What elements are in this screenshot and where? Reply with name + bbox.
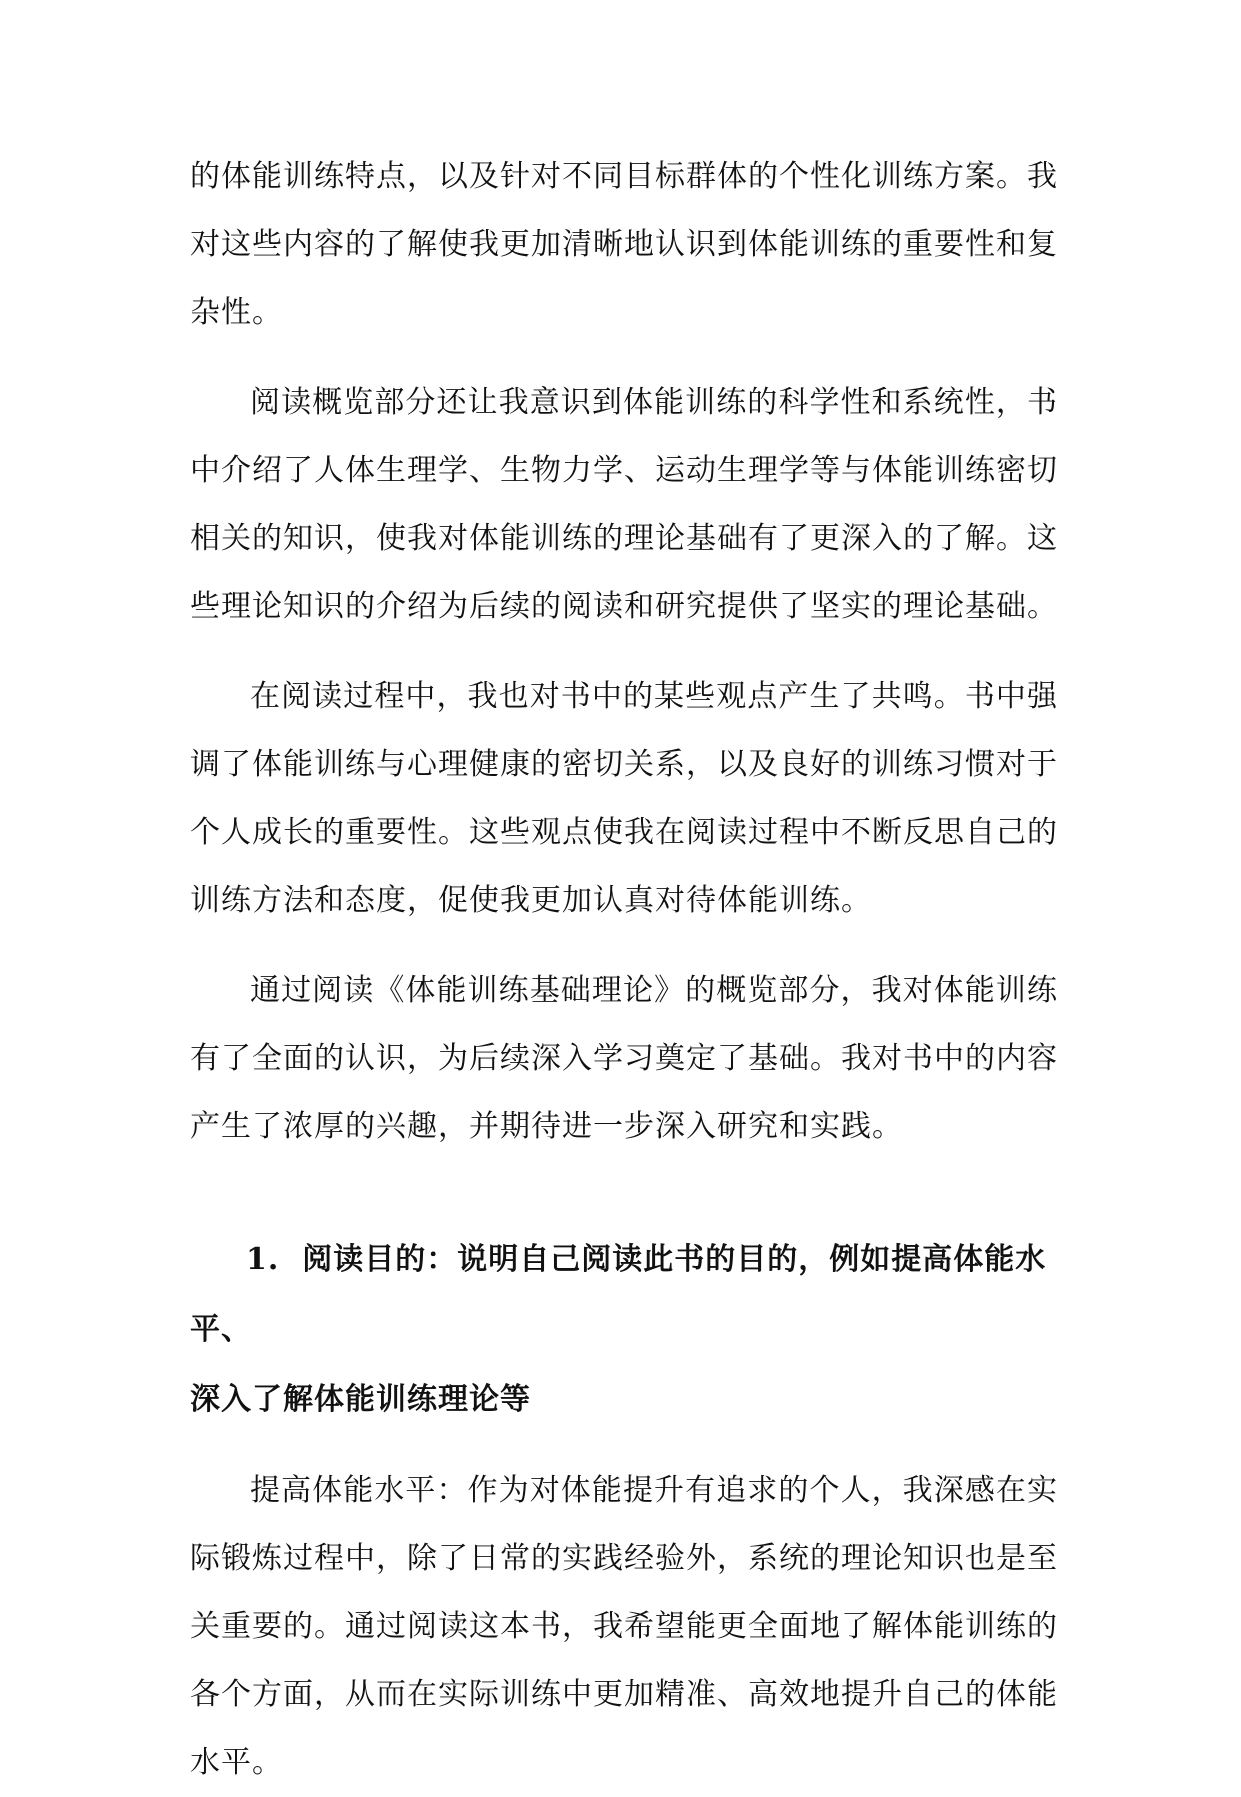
paragraph-continued: 的体能训练特点，以及针对不同目标群体的个性化训练方案。我对这些内容的了解使我更加清晰地认识到体能训练的重要性和复杂性。	[190, 159, 1058, 330]
document-body	[190, 143, 1058, 1797]
paragraph-summary: 通过阅读《体能训练基础理论》的概览部分，我对体能训练有了全面的认识，为后续深入学习奠定了基础。我对书中的内容产生了浓厚的兴趣，并期待进一步深入研究和实践。	[190, 973, 1058, 1144]
section-heading-number: 1.	[246, 1242, 280, 1277]
paragraph-overview-science: 阅读概览部分还让我意识到体能训练的科学性和系统性，书中介绍了人体生理学、生物力学、运动生理学等与体能训练密切相关的知识，使我对体能训练的理论基础有了更深入的了解。这些理论知识的介绍为后续的阅读和研究提供了坚实的理论基础。	[190, 385, 1058, 624]
section-heading-line2: 深入了解体能训练理论等	[190, 1382, 531, 1417]
section-heading	[190, 1225, 1058, 1435]
paragraph-resonance: 在阅读过程中，我也对书中的某些观点产生了共鸣。书中强调了体能训练与心理健康的密切关系，以及良好的训练习惯对于个人成长的重要性。这些观点使我在阅读过程中不断反思自己的训练方法和态度，促使我更加认真对待体能训练。	[190, 679, 1058, 918]
paragraph-reading-purpose: 提高体能水平：作为对体能提升有追求的个人，我深感在实际锻炼过程中，除了日常的实践经验外，系统的理论知识也是至关重要的。通过阅读这本书，我希望能更全面地了解体能训练的各个方面，从而在实际训练中更加精准、高效地提升自己的体能水平。	[190, 1473, 1058, 1780]
section-heading-line1: 阅读目的：说明自己阅读此书的目的，例如提高体能水平、	[190, 1242, 1047, 1347]
